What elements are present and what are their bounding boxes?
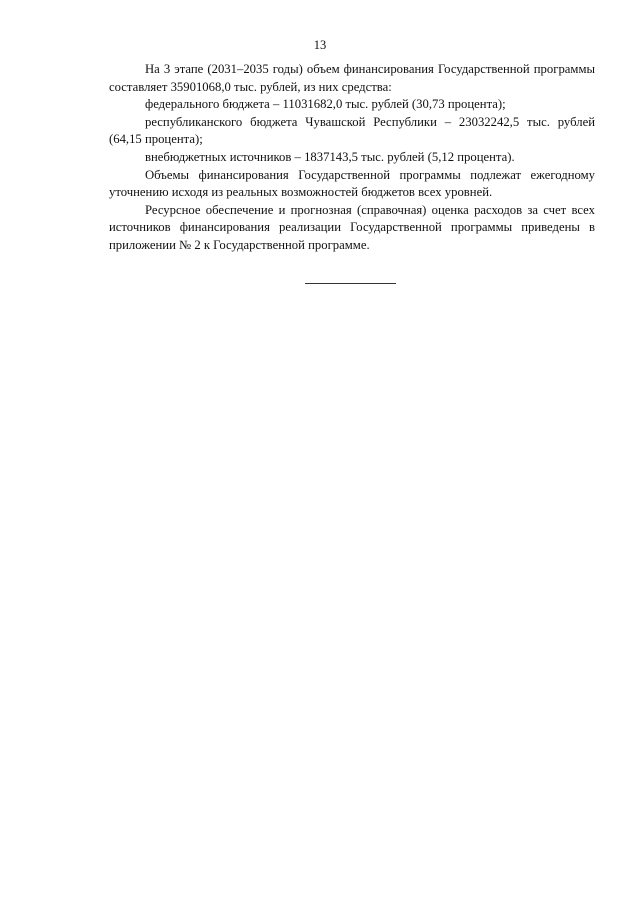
paragraph-resource-provision: Ресурсное обеспечение и прогнозная (справочная) оценка расходов за счет всех источников финансирования реализации Государственной программы приведены в приложении № 2 к Государственной программе.	[109, 202, 595, 252]
paragraph-stage-3-funding: На 3 этапе (2031–2035 годы) объем финансирования Государственной программы составляет 35901068,0 тыс. рублей, из них средства:	[109, 62, 595, 94]
paragraph-federal-budget: федерального бюджета – 11031682,0 тыс. рублей (30,73 процента);	[145, 97, 506, 112]
page-number: 13	[313, 38, 327, 52]
paragraph-extrabudgetary-sources: внебюджетных источников – 1837143,5 тыс. рублей (5,12 процента).	[145, 149, 515, 164]
closing-divider	[305, 283, 396, 284]
document-body	[109, 61, 595, 255]
paragraph-annual-adjustment: Объемы финансирования Государственной программы подлежат ежегодному уточнению исходя из реальных возможностей бюджетов всех уровней.	[109, 167, 595, 200]
paragraph-republican-budget: республиканского бюджета Чувашской Республики – 23032242,5 тыс. рублей (64,15 процента);	[109, 114, 595, 147]
